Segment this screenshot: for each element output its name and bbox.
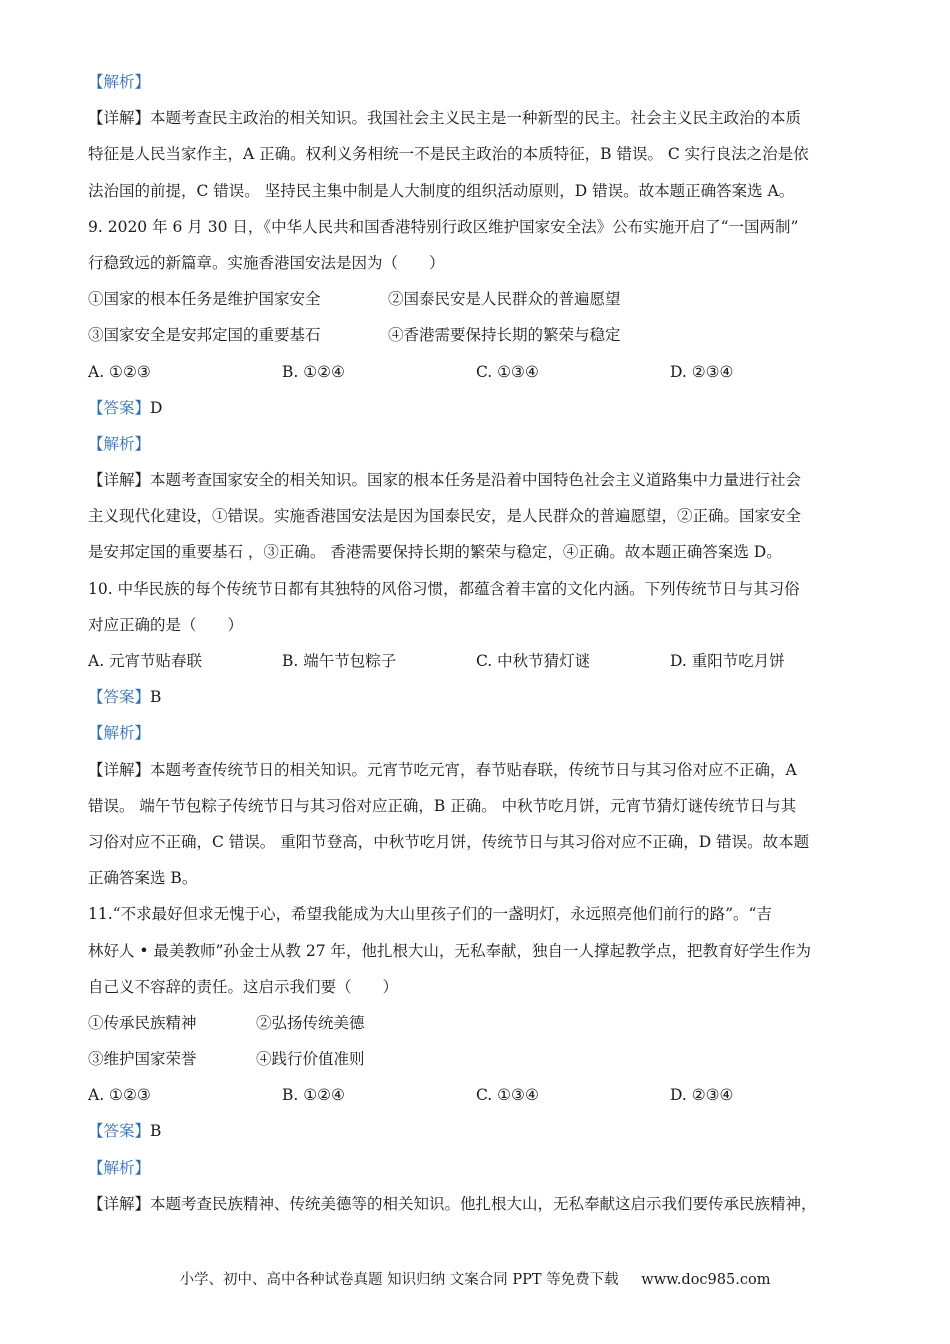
- options-row: [88, 325, 878, 361]
- answer-value: B: [150, 688, 162, 707]
- option-item: A. ①②③: [88, 362, 151, 381]
- detail-text: 本题考查传统节日的相关知识。元宵节吃元宵，春节贴春联，传统节日与其习俗对应不正确，A: [150, 760, 797, 779]
- answer-line: [88, 1121, 878, 1157]
- option-item: ①传承民族精神: [88, 1013, 197, 1032]
- body-text: 是安邦定国的重要基石 ，③正确。 香港需要保持长期的繁荣与稳定，④正确。故本题正确答案选 D。: [88, 543, 782, 562]
- option-item: ②国泰民安是人民群众的普遍愿望: [388, 290, 621, 309]
- option-item: C. 中秋节猜灯谜: [476, 652, 591, 670]
- body-text-line: [88, 868, 878, 904]
- options-row: [88, 651, 878, 687]
- detail-line: [88, 1194, 878, 1230]
- section-tag-line: [88, 723, 878, 759]
- option-item: D. ②③④: [670, 1086, 734, 1105]
- answer-tag: 【答案】: [88, 398, 151, 417]
- answer-line: [88, 398, 878, 434]
- body-text-line: [88, 832, 878, 868]
- answer-tag: 【答案】: [88, 1122, 151, 1141]
- option-item: B. 端午节包粽子: [282, 652, 397, 670]
- body-text-line: [88, 506, 878, 542]
- detail-tag: 【详解】: [88, 471, 151, 490]
- body-text-line: [88, 941, 878, 977]
- detail-line: [88, 108, 878, 144]
- detail-text: 本题考查国家安全的相关知识。国家的根本任务是沿着中国特色社会主义道路集中力量进行社会: [150, 471, 802, 490]
- body-text-line: [88, 904, 878, 940]
- options-row: [88, 1049, 878, 1085]
- detail-tag: 【详解】: [88, 109, 151, 128]
- body-text: 10. 中华民族的每个传统节日都有其独特的风俗习惯，都蕴含着丰富的文化内涵。下列传统节日与其习俗: [88, 579, 800, 598]
- option-item: ④践行价值准则: [256, 1050, 365, 1069]
- body-text: 11.“不求最好但求无愧于心，希望我能成为大山里孩子们的一盏明灯，永远照亮他们前行的路”。“吉: [88, 905, 772, 924]
- option-item: C. ①③④: [476, 362, 539, 381]
- option-item: ②弘扬传统美德: [256, 1013, 365, 1032]
- body-text-line: [88, 796, 878, 832]
- option-item: B. ①②④: [282, 1086, 345, 1105]
- options-row: [88, 362, 878, 398]
- detail-text: 本题考查民族精神、传统美德等的相关知识。他扎根大山，无私奉献这启示我们要传承民族精神，: [150, 1194, 817, 1213]
- body-text: 行稳致远的新篇章。实施香港国安法是因为（ ）: [88, 253, 445, 272]
- body-text: 正确答案选 B。: [88, 869, 198, 888]
- detail-tag: 【详解】: [88, 760, 151, 779]
- option-item: B. ①②④: [282, 362, 345, 381]
- body-text: 对应正确的是（ ）: [88, 615, 244, 634]
- option-item: A. 元宵节贴春联: [88, 652, 203, 670]
- body-text: 9. 2020 年 6 月 30 日，《中华人民共和国香港特别行政区维护国家安全法》公布实施开启了“一国两制”: [88, 217, 799, 236]
- section-tag-line: [88, 1158, 878, 1194]
- body-text-line: [88, 253, 878, 289]
- body-text: 特征是人民当家作主，A 正确。权利义务相统一不是民主政治的本质特征，B 错误。 C 实行良法之治是依: [88, 145, 809, 164]
- analysis-tag: 【解析】: [88, 434, 151, 453]
- options-row: [88, 1013, 878, 1049]
- detail-line: [88, 760, 878, 796]
- detail-tag: 【详解】: [88, 1194, 151, 1213]
- detail-text: 本题考查民主政治的相关知识。我国社会主义民主是一种新型的民主。社会主义民主政治的本质: [150, 109, 802, 128]
- answer-tag: 【答案】: [88, 688, 151, 707]
- option-item: D. ②③④: [670, 362, 734, 381]
- section-tag-line: [88, 72, 878, 108]
- body-text-line: [88, 615, 878, 651]
- footer-site-link[interactable]: www.doc985.com: [641, 1272, 771, 1288]
- body-text-line: [88, 144, 878, 180]
- body-text-line: [88, 542, 878, 578]
- body-text: 林好人 • 最美教师”孙金士从教 27 年，他扎根大山，无私奉献，独自一人撑起教学点，把教育好学生作为: [88, 941, 812, 960]
- body-text: 法治国的前提，C 错误。 坚持民主集中制是人大制度的组织活动原则，D 错误。故本题正确答案选 A。: [88, 181, 795, 200]
- body-text-line: [88, 217, 878, 253]
- options-row: [88, 1085, 878, 1121]
- page-footer: [0, 1268, 950, 1289]
- options-row: [88, 289, 878, 325]
- document-page: [88, 72, 878, 1230]
- footer-text: 小学、初中、高中各种试卷真题 知识归纳 文案合同 PPT 等免费下载: [179, 1272, 619, 1288]
- answer-line: [88, 687, 878, 723]
- analysis-tag: 【解析】: [88, 724, 151, 743]
- body-text: 主义现代化建设，①错误。实施香港国安法是因为国泰民安，是人民群众的普遍愿望，②正确。国家安全: [88, 507, 802, 526]
- section-tag-line: [88, 434, 878, 470]
- analysis-tag: 【解析】: [88, 73, 151, 91]
- answer-value: B: [150, 1122, 162, 1141]
- answer-value: D: [150, 398, 163, 417]
- body-text-line: [88, 977, 878, 1013]
- analysis-tag: 【解析】: [88, 1158, 151, 1177]
- option-item: D. 重阳节吃月饼: [670, 652, 785, 670]
- body-text: 习俗对应不正确，C 错误。 重阳节登高，中秋节吃月饼，传统节日与其习俗对应不正确，D 错误。故本题: [88, 832, 810, 851]
- body-text: 自己义不容辞的责任。这启示我们要（ ）: [88, 977, 399, 996]
- option-item: ④香港需要保持长期的繁荣与稳定: [388, 326, 621, 345]
- body-text: 错误。 端午节包粽子传统节日与其习俗对应正确，B 正确。 中秋节吃月饼，元宵节猜灯谜传统节日与其: [88, 796, 797, 815]
- option-item: ①国家的根本任务是维护国家安全: [88, 290, 321, 309]
- option-item: A. ①②③: [88, 1086, 151, 1105]
- option-item: C. ①③④: [476, 1086, 539, 1105]
- option-item: ③维护国家荣誉: [88, 1050, 197, 1069]
- body-text-line: [88, 181, 878, 217]
- body-text-line: [88, 579, 878, 615]
- detail-line: [88, 470, 878, 506]
- option-item: ③国家安全是安邦定国的重要基石: [88, 326, 321, 345]
